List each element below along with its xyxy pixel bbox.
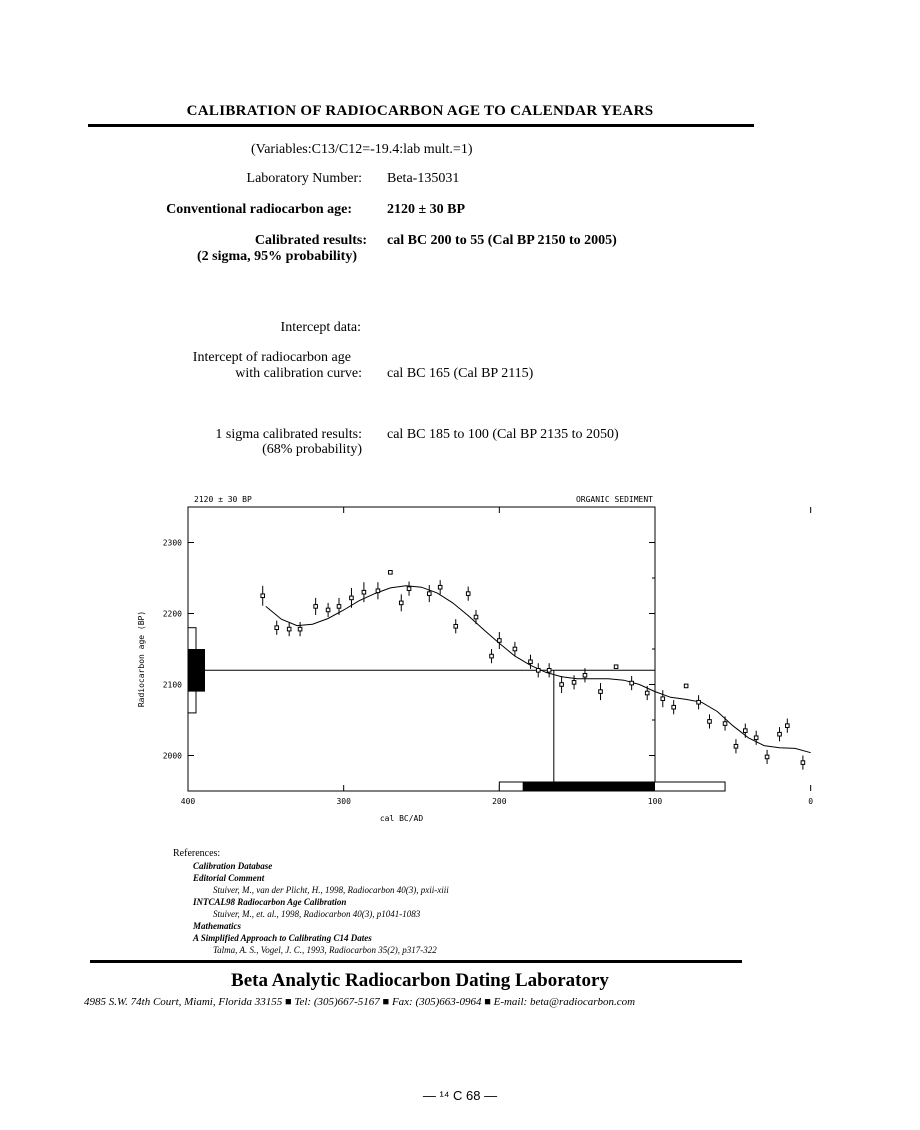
chart-top-left-label: 2120 ± 30 BP <box>194 495 252 504</box>
calibrated-value: cal BC 200 to 55 (Cal BP 2150 to 2005) <box>387 233 617 248</box>
data-point <box>326 608 330 612</box>
x-tick-label: 300 <box>336 797 351 806</box>
data-point <box>560 683 564 687</box>
data-point <box>362 590 366 594</box>
reference-title: Mathematics <box>193 921 242 931</box>
y-axis-label: Radiocarbon age (BP) <box>137 610 146 708</box>
calibrated-sub-label: (2 sigma, 95% probability) <box>197 249 357 264</box>
calibration-chart <box>130 488 814 833</box>
reference-title: Calibration Database <box>193 861 273 871</box>
x-tick-label: 100 <box>647 797 663 806</box>
y-tick-label: 2200 <box>162 609 182 619</box>
data-point <box>697 700 701 704</box>
data-point <box>786 724 790 728</box>
data-point <box>287 627 291 631</box>
lab-address: 4985 S.W. 74th Court, Miami, Florida 33155 ■ Tel: (305)667-5167 ■ Fax: (305)663-0964 ■ E-mail: beta@radiocarbon.com <box>84 996 636 1008</box>
data-point <box>734 744 738 748</box>
data-point <box>743 729 747 733</box>
data-point <box>754 736 758 740</box>
data-point <box>661 697 665 701</box>
page-title: CALIBRATION OF RADIOCARBON AGE TO CALENDAR YEARS <box>186 103 654 119</box>
intercept-label-2: with calibration curve: <box>235 366 362 381</box>
data-point <box>498 639 502 643</box>
reference-detail: Talma, A. S., Vogel, J. C., 1993, Radiocarbon 35(2), p317-322 <box>213 945 437 955</box>
data-point <box>490 654 494 658</box>
data-point <box>314 605 318 609</box>
intercept-heading: Intercept data: <box>280 320 361 335</box>
header-rule <box>88 124 754 127</box>
reference-detail: Stuiver, M., et. al., 1998, Radiocarbon 40(3), p1041-1083 <box>213 909 421 919</box>
reference-title: INTCAL98 Radiocarbon Age Calibration <box>193 897 347 907</box>
age-1sigma-box <box>188 649 205 692</box>
x-tick-label: 0 <box>808 797 814 806</box>
data-point <box>474 615 478 619</box>
footer-rule <box>90 960 742 963</box>
data-point <box>529 660 533 664</box>
data-point <box>778 732 782 736</box>
y-tick-label: 2300 <box>162 538 182 548</box>
data-point <box>645 691 649 695</box>
data-point <box>466 592 470 596</box>
data-point <box>708 720 712 724</box>
conv-age-value: 2120 ± 30 BP <box>387 202 466 217</box>
data-point <box>298 627 302 631</box>
sigma1-value: cal BC 185 to 100 (Cal BP 2135 to 2050) <box>387 427 619 442</box>
data-point <box>438 585 442 589</box>
x-tick-label: 200 <box>492 797 507 806</box>
data-point <box>630 681 634 685</box>
lab-number-value: Beta-135031 <box>387 171 460 186</box>
references <box>173 848 449 956</box>
data-point <box>399 601 403 605</box>
y-tick-label: 2100 <box>162 680 182 690</box>
data-point <box>599 690 603 694</box>
data-point <box>572 681 576 685</box>
x-tick-label: 400 <box>180 797 196 806</box>
data-point <box>801 761 805 765</box>
sigma1-label: 1 sigma calibrated results: <box>215 427 362 442</box>
data-point <box>337 605 341 609</box>
data-point <box>583 673 587 677</box>
page-number: — ¹⁴ C 68 — <box>422 1088 498 1103</box>
reference-detail: Stuiver, M., van der Plicht, H., 1998, Radiocarbon 40(3), pxii-xiii <box>213 885 449 895</box>
conv-age-label: Conventional radiocarbon age: <box>166 202 352 217</box>
data-point <box>536 669 540 673</box>
data-point <box>513 647 517 651</box>
intercept-value: cal BC 165 (Cal BP 2115) <box>387 366 534 381</box>
data-point <box>614 665 618 669</box>
sigma1-sub-label: (68% probability) <box>262 442 362 457</box>
variables-line: (Variables:C13/C12=-19.4:lab mult.=1) <box>251 142 473 157</box>
chart-top-right-label: ORGANIC SEDIMENT <box>575 495 653 504</box>
data-point <box>672 705 676 709</box>
data-point <box>275 626 279 630</box>
data-point <box>427 592 431 596</box>
calibrated-1sigma-range <box>523 782 655 791</box>
references-list <box>173 860 449 956</box>
intercept-label-1: Intercept of radiocarbon age <box>192 350 351 365</box>
data-point <box>350 596 354 600</box>
data-point <box>389 571 393 575</box>
reference-title: A Simplified Approach to Calibrating C14 Dates <box>193 933 372 943</box>
data-point <box>454 624 458 628</box>
lab-name: Beta Analytic Radiocarbon Dating Laboratory <box>231 970 609 991</box>
data-point <box>261 594 265 598</box>
data-point <box>547 669 551 673</box>
x-axis-label: cal BC/AD <box>379 814 424 823</box>
data-point <box>407 587 411 591</box>
data-point <box>376 589 380 593</box>
y-tick-label: 2000 <box>162 751 182 761</box>
reference-title: Editorial Comment <box>193 873 265 883</box>
lab-number-label: Laboratory Number: <box>246 171 362 186</box>
calibrated-label: Calibrated results: <box>254 233 367 248</box>
data-point <box>684 684 688 688</box>
plot-frame <box>188 507 655 791</box>
data-point <box>723 722 727 726</box>
data-point <box>765 755 769 759</box>
references-heading: References: <box>173 848 221 859</box>
